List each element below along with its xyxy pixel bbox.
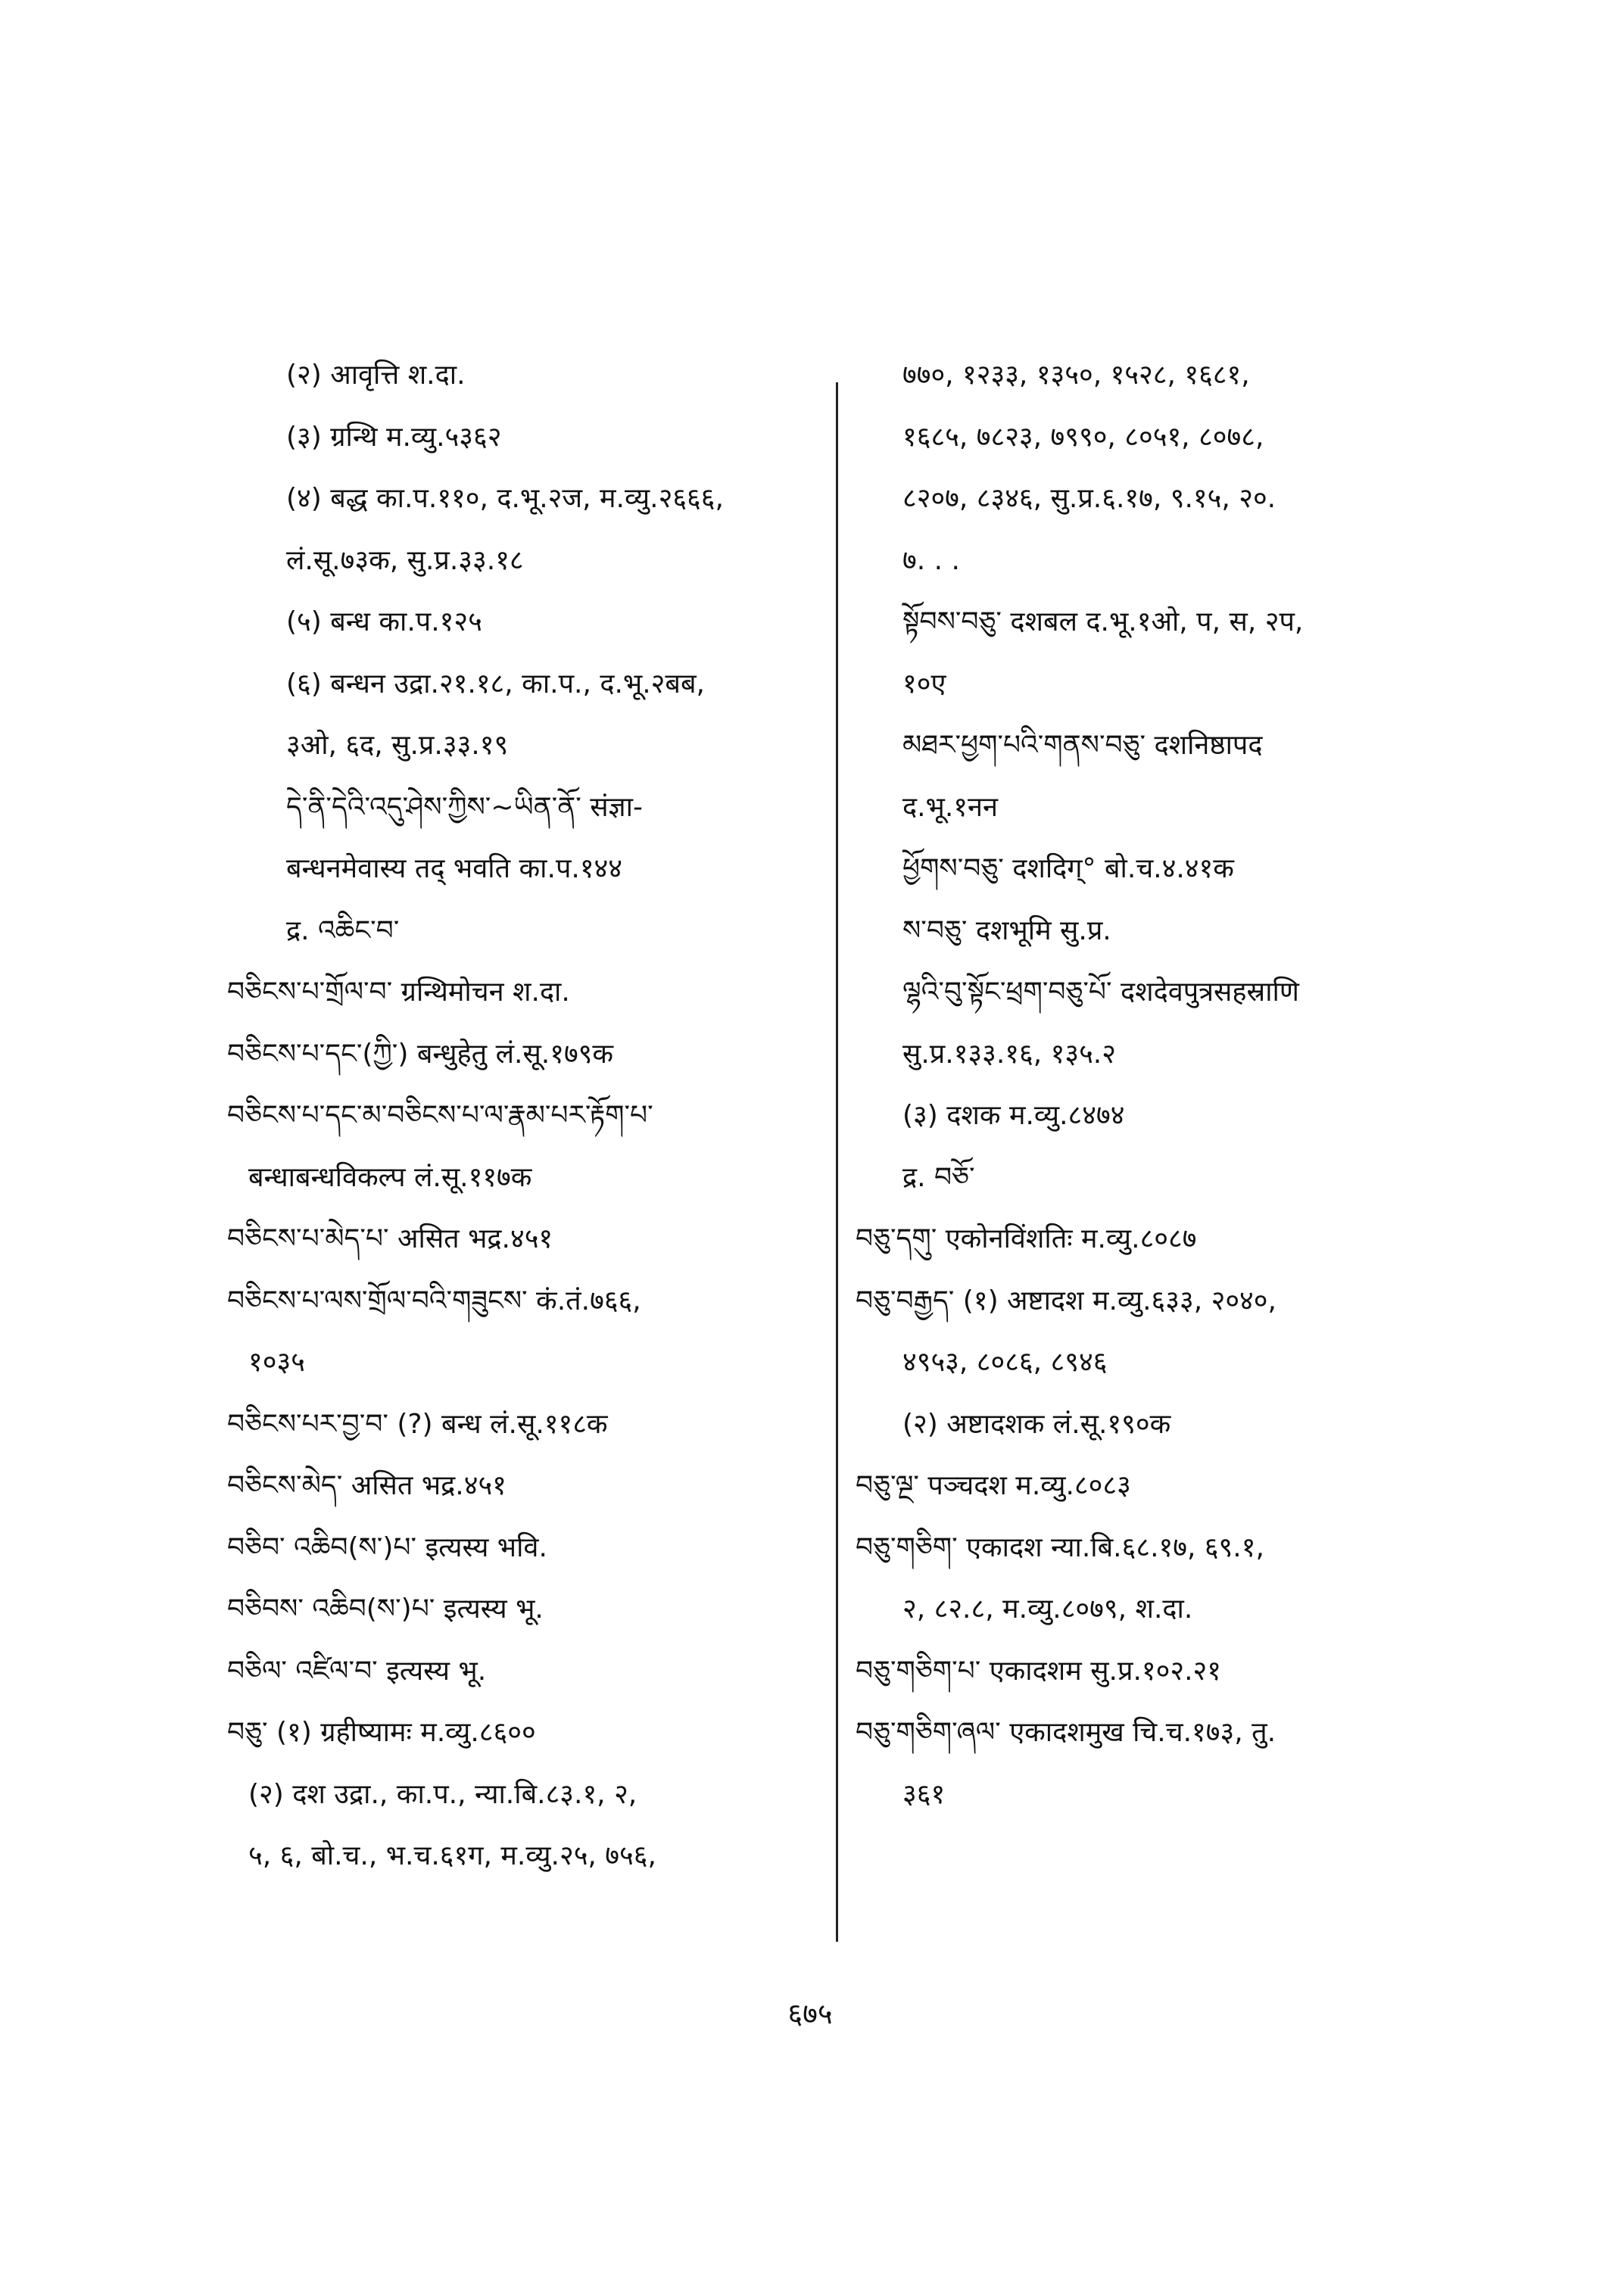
- dictionary-line: བཅུ་དགུ་ एकोनविंशतिः म.व्यु.८०८७: [856, 1223, 1197, 1254]
- dictionary-line: ཕྱོགས་བཅུ་ दशदिग्° बो.च.४.४१क: [902, 853, 1234, 884]
- dictionary-line: (२) आवृत्ति श.दा.: [286, 360, 466, 391]
- dictionary-line: བཅིངས་པ་གྲོལ་བ་ ग्रन्थिमोचन श.दा.: [227, 977, 570, 1008]
- dictionary-line: (२) अष्टादशक लं.सू.१९०क: [902, 1408, 1171, 1440]
- dictionary-line: (३) दशक म.व्यु.८४७४: [902, 1100, 1125, 1131]
- dictionary-line: བཅིངས་པ་ལས་གྲོལ་བའི་གཟུངས་ कं.तं.७६६,: [227, 1285, 641, 1316]
- dictionary-line: བཅུ་ (१) ग्रहीष्यामः म.व्यु.८६००: [227, 1717, 536, 1748]
- dictionary-line: བཅུ་གཅིག་ एकादश न्या.बि.६८.१७, ६९.१,: [856, 1531, 1264, 1563]
- dictionary-line: ७७०, १२३३, १३५०, १५२८, १६८१,: [902, 360, 1250, 391]
- dictionary-line: བཅིངས་པ་མེད་པ་ असित भद्र.४५१: [227, 1223, 553, 1254]
- dictionary-line: མཐར་ཕྱག་པའི་གནས་བཅུ་ दशनिष्ठापद: [902, 730, 1263, 761]
- dictionary-line: སྟོབས་བཅུ་ दशबल द.भू.१ओ, प, स, २प,: [902, 606, 1304, 637]
- dictionary-line: བཅིབས་ འཆིབ(ས་)པ་ इत्यस्य भू.: [227, 1594, 544, 1625]
- page-number: ६७५: [787, 1997, 833, 2030]
- dictionary-line: བཅུ་གཅིག་ཞལ་ एकादशमुख चि.च.१७३, तु.: [856, 1717, 1276, 1748]
- dictionary-line: द्र. བཅོ་: [902, 1161, 975, 1193]
- dictionary-line: ५, ६, बो.च., भ.च.६१ग, म.व्यु.२५, ७५६,: [248, 1840, 656, 1871]
- dictionary-line: ४९५३, ८०८६, ८९४६: [902, 1347, 1108, 1378]
- dictionary-line: བཅིངས་པ་དང་(ཀྱི་) बन्धुहेतु लं.सू.१७९क: [227, 1038, 614, 1070]
- dictionary-line: सु.प्र.१३३.१६, १३५.२: [902, 1038, 1116, 1070]
- dictionary-line: १६८५, ७८२३, ७९९०, ८०५१, ८०७८,: [902, 421, 1264, 453]
- dictionary-line: १०ए: [902, 668, 946, 699]
- dictionary-line: ७. . .: [902, 544, 960, 576]
- dictionary-line: (४) बद्ध का.प.११०, द.भू.२ज, म.व्यु.२६६६,: [286, 483, 724, 514]
- dictionary-line: ३६१: [902, 1778, 946, 1810]
- dictionary-line: བཅིངས་མེད་ असित भद्र.४५१: [227, 1470, 507, 1501]
- dictionary-line: २, ८२.८, म.व्यु.८०७९, श.दा.: [902, 1594, 1193, 1625]
- dictionary-line: लं.सू.७३क, सु.प्र.३३.१८: [286, 544, 524, 576]
- dictionary-line: བཅུ་བརྒྱད་ (१) अष्टादश म.व्यु.६३३, २०४०,: [856, 1285, 1276, 1316]
- dictionary-line: बन्धनमेवास्य तद् भवति का.प.१४४: [286, 853, 623, 884]
- dictionary-line: བཅུ་གཅིག་པ་ एकादशम सु.प्र.१०२.२१: [856, 1655, 1221, 1687]
- dictionary-line: དེ་ནི་དེའི་འདུ་ཤེས་ཀྱིས་~ཡིན་ནོ་ संज्ञा-: [286, 791, 643, 823]
- dictionary-line: (२) दश उद्रा., का.प., न्या.बि.८३.१, २,: [248, 1778, 637, 1810]
- dictionary-line: བཅིབ་ འཆིབ(ས་)པ་ इत्यस्य भवि.: [227, 1531, 547, 1563]
- dictionary-line: ३ओ, ६द, सु.प्र.३३.१९: [286, 730, 509, 761]
- dictionary-line: བཅིངས་པར་བྱ་བ་ (?) बन्ध लं.सू.११८क: [227, 1408, 608, 1440]
- dictionary-line: ས་བཅུ་ दशभूमि सु.प्र.: [902, 914, 1111, 946]
- dictionary-line: द.भू.१नन: [902, 791, 998, 823]
- dictionary-line: (६) बन्धन उद्रा.२१.१८, का.प., द.भू.२बब,: [286, 668, 705, 699]
- right-column: [856, 362, 1461, 1843]
- dictionary-line: བཅུ་ལྔ་ पञ्चदश म.व्यु.८०८३: [856, 1470, 1131, 1501]
- dictionary-line: བཅིལ་ འཛིལ་བ་ इत्यस्य भू.: [227, 1655, 487, 1687]
- dictionary-line: द्र. འཆིང་བ་: [286, 914, 400, 946]
- dictionary-line: १०३५: [248, 1347, 305, 1378]
- dictionary-line: ८२०७, ८३४६, सु.प्र.६.१७, ९.१५, २०.: [902, 483, 1276, 514]
- left-column: [227, 362, 818, 1905]
- dictionary-line: ལྷའི་བུ་སྟོང་ཕྲག་བཅུ་པོ་ दशदेवपुत्रसहस्राणि: [902, 977, 1299, 1008]
- dictionary-line: बन्धाबन्धविकल्प लं.सू.११७क: [248, 1161, 532, 1193]
- column-divider: [836, 382, 838, 1942]
- dictionary-line: (३) ग्रन्थि म.व्यु.५३६२: [286, 421, 502, 453]
- dictionary-line: (५) बन्ध का.प.१२५: [286, 606, 482, 637]
- dictionary-line: བཅིངས་པ་དང་མ་བཅིངས་པ་ལ་རྣམ་པར་རྟོག་པ་: [227, 1100, 653, 1131]
